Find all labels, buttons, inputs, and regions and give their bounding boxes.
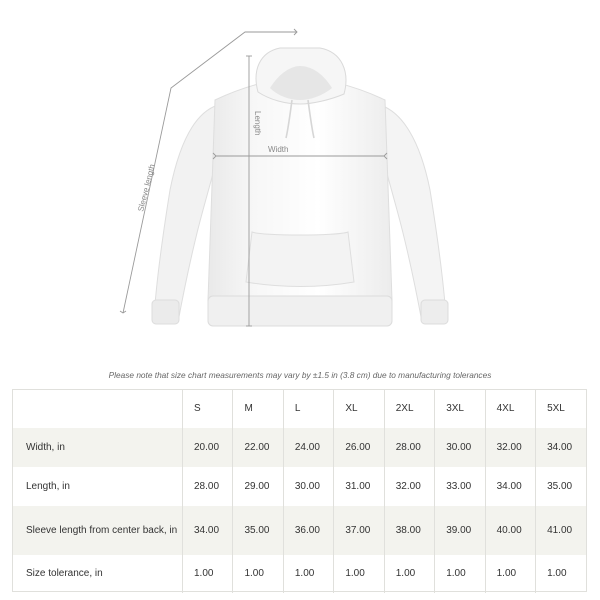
size-header: XL bbox=[334, 390, 384, 428]
table-cell: 1.00 bbox=[283, 555, 333, 593]
sleeve-length-label: Sleeve length bbox=[136, 163, 157, 213]
size-header: S bbox=[183, 390, 233, 428]
table-cell: 1.00 bbox=[334, 555, 384, 593]
table-cell: 33.00 bbox=[435, 467, 485, 506]
table-cell: 30.00 bbox=[283, 467, 333, 506]
table-row bbox=[13, 555, 586, 593]
size-header: 3XL bbox=[435, 390, 485, 428]
table-cell: 1.00 bbox=[384, 555, 434, 593]
tolerance-note: Please note that size chart measurements may vary by ±1.5 in (3.8 cm) due to manufacturing tolerances bbox=[108, 370, 492, 380]
table-cell: 29.00 bbox=[233, 467, 283, 506]
table-cell: 41.00 bbox=[536, 506, 586, 555]
table-cell: 26.00 bbox=[334, 428, 384, 467]
table-cell: 34.00 bbox=[183, 506, 233, 555]
table-cell: 35.00 bbox=[233, 506, 283, 555]
table-cell: 1.00 bbox=[485, 555, 535, 593]
row-label: Sleeve length from center back, in bbox=[13, 506, 183, 555]
table-header-row bbox=[13, 390, 586, 428]
table-row bbox=[13, 506, 586, 555]
table-row bbox=[13, 428, 586, 467]
table-cell: 36.00 bbox=[283, 506, 333, 555]
table-cell: 24.00 bbox=[283, 428, 333, 467]
header-blank-cell bbox=[13, 390, 183, 428]
table-cell: 20.00 bbox=[183, 428, 233, 467]
table-cell: 34.00 bbox=[536, 428, 586, 467]
table-cell: 28.00 bbox=[384, 428, 434, 467]
table-cell: 1.00 bbox=[233, 555, 283, 593]
size-header: 5XL bbox=[536, 390, 586, 428]
table-cell: 28.00 bbox=[183, 467, 233, 506]
width-label: Width bbox=[268, 145, 289, 154]
table-cell: 30.00 bbox=[435, 428, 485, 467]
table-row bbox=[13, 467, 586, 506]
table-cell: 32.00 bbox=[485, 428, 535, 467]
table-cell: 1.00 bbox=[536, 555, 586, 593]
table-cell: 35.00 bbox=[536, 467, 586, 506]
size-header: 2XL bbox=[384, 390, 434, 428]
table-cell: 39.00 bbox=[435, 506, 485, 555]
table-cell: 38.00 bbox=[384, 506, 434, 555]
size-header: M bbox=[233, 390, 283, 428]
hoodie-shape bbox=[152, 48, 448, 326]
table-cell: 34.00 bbox=[485, 467, 535, 506]
table-cell: 37.00 bbox=[334, 506, 384, 555]
table-cell: 31.00 bbox=[334, 467, 384, 506]
table-cell: 32.00 bbox=[384, 467, 434, 506]
size-header: 4XL bbox=[485, 390, 535, 428]
table-cell: 1.00 bbox=[435, 555, 485, 593]
length-label: Length bbox=[253, 111, 262, 136]
row-label: Width, in bbox=[13, 428, 183, 467]
table-cell: 40.00 bbox=[485, 506, 535, 555]
table-cell: 22.00 bbox=[233, 428, 283, 467]
size-chart-table bbox=[13, 390, 586, 593]
row-label: Length, in bbox=[26, 480, 70, 492]
table-cell: 1.00 bbox=[183, 555, 233, 593]
size-header: L bbox=[283, 390, 333, 428]
row-label: Size tolerance, in bbox=[26, 568, 103, 579]
size-chart bbox=[12, 389, 587, 592]
